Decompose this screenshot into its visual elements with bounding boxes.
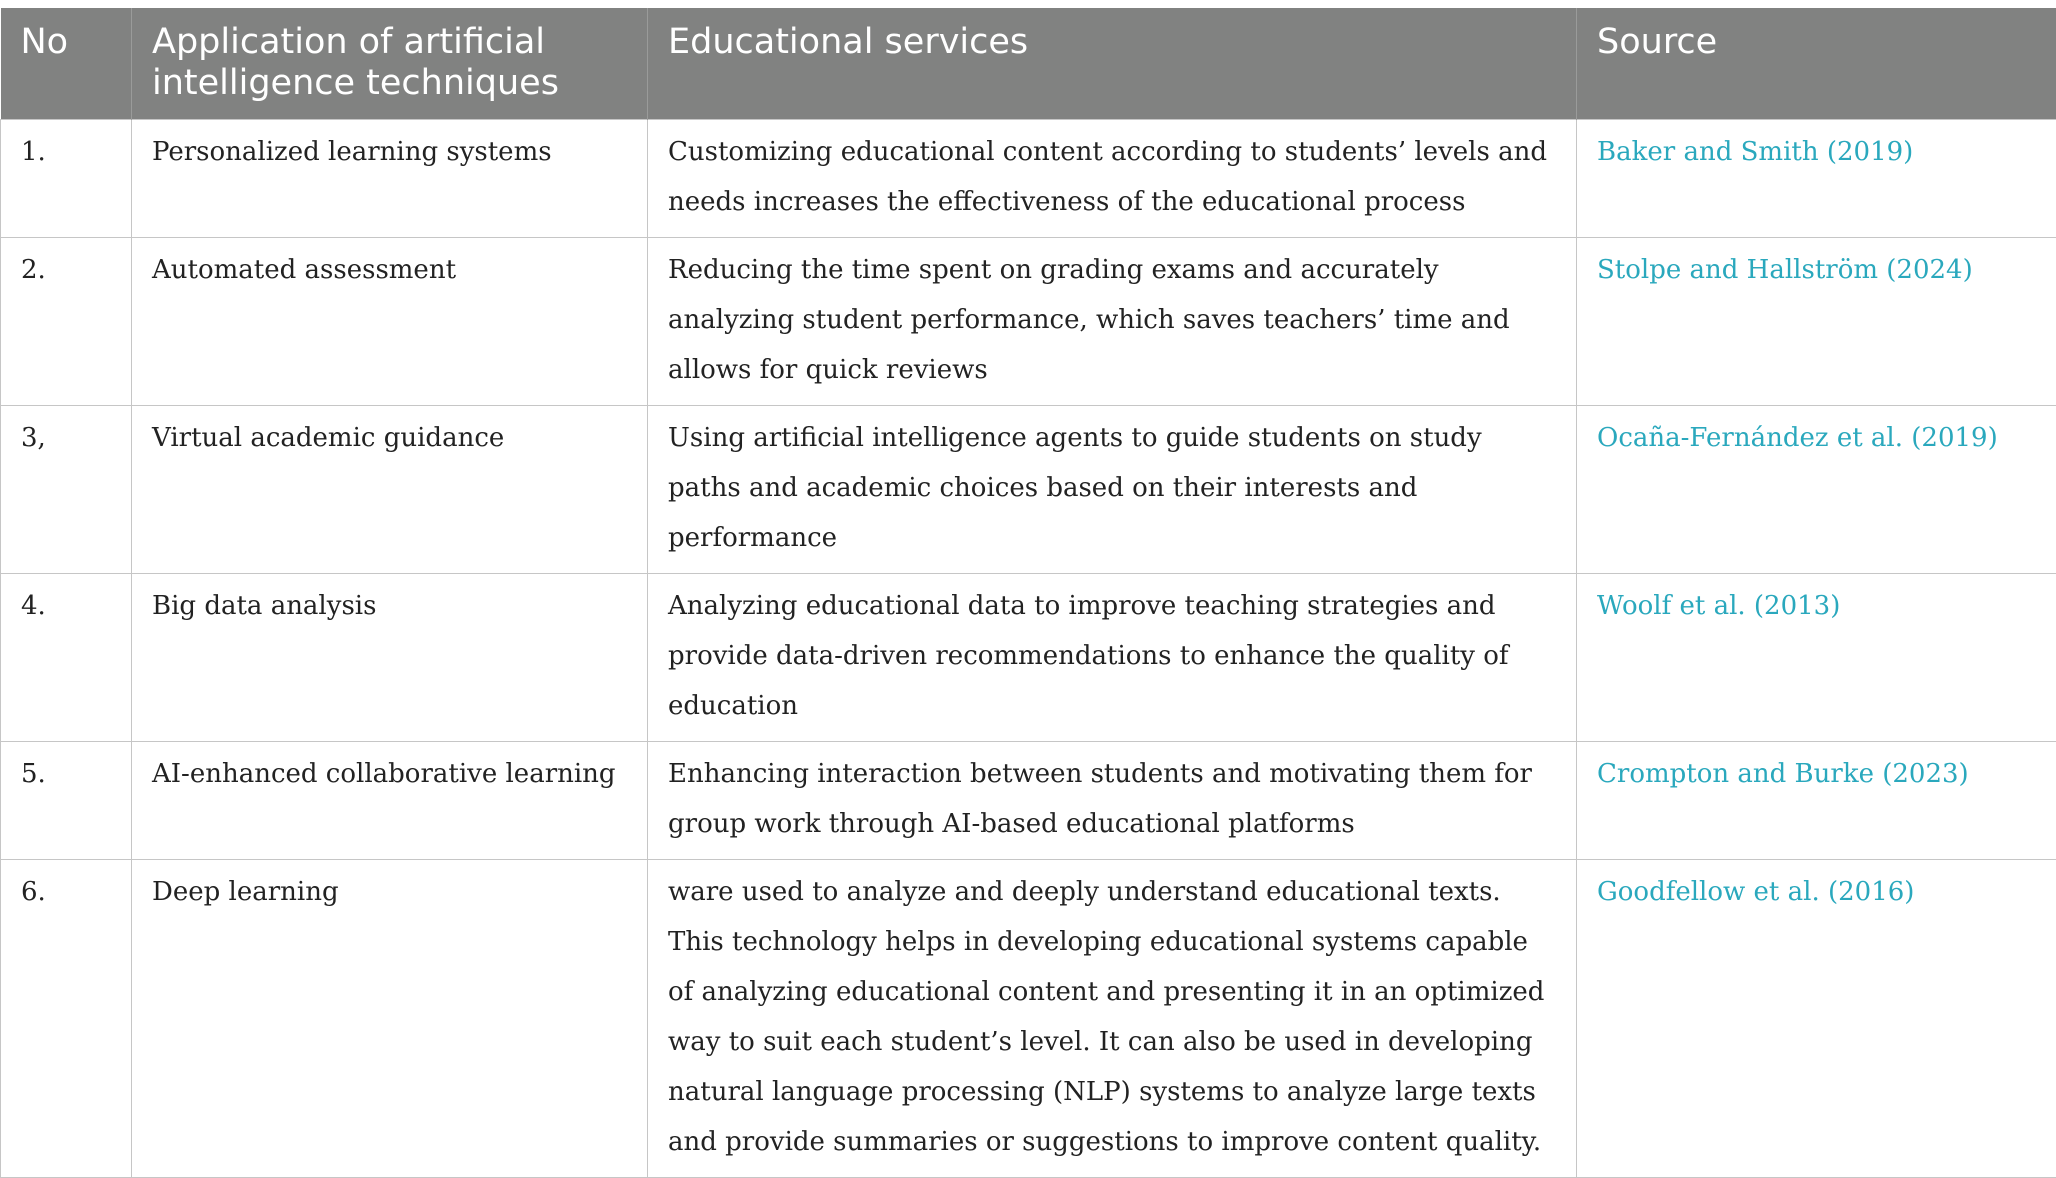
- cell-application: Personalized learning systems: [132, 119, 648, 237]
- cell-no: 3,: [1, 405, 132, 573]
- cell-application: Big data analysis: [132, 573, 648, 741]
- cell-application: Automated assessment: [132, 237, 648, 405]
- table-row: [1, 573, 2056, 741]
- header-no: No: [1, 8, 132, 119]
- table-row: [1, 859, 2056, 1177]
- table-row: [1, 405, 2056, 573]
- header-source: Source: [1577, 8, 2056, 119]
- source-link[interactable]: Stolpe and Hallström (2024): [1577, 237, 2056, 405]
- header-application: Application of artificial intelligence techniques: [132, 8, 648, 119]
- table-header: [1, 8, 2056, 119]
- source-link[interactable]: Crompton and Burke (2023): [1577, 741, 2056, 859]
- cell-services: Enhancing interaction between students and motivating them for group work through AI-based educational platforms: [648, 741, 1577, 859]
- header-services: Educational services: [648, 8, 1577, 119]
- table-row: [1, 237, 2056, 405]
- cell-services: Using artificial intelligence agents to guide students on study paths and academic choices based on their interests and performance: [648, 405, 1577, 573]
- table-body: [1, 119, 2056, 1177]
- ai-applications-table: [0, 8, 2056, 1178]
- table-row: [1, 119, 2056, 237]
- table-row: [1, 741, 2056, 859]
- cell-application: Virtual academic guidance: [132, 405, 648, 573]
- cell-services: ware used to analyze and deeply understand educational texts. This technology helps in developing educational systems capable of analyzing educational content and presenting it in an optimized way to suit each student’s level. It can also be used in developing natural language processing (NLP) systems to analyze large texts and provide summaries or suggestions to improve content quality.: [648, 859, 1577, 1177]
- cell-services: Reducing the time spent on grading exams and accurately analyzing student performance, which saves teachers’ time and allows for quick reviews: [648, 237, 1577, 405]
- cell-no: 4.: [1, 573, 132, 741]
- cell-application: AI-enhanced collaborative learning: [132, 741, 648, 859]
- cell-no: 6.: [1, 859, 132, 1177]
- cell-services: Customizing educational content according to students’ levels and needs increases the effectiveness of the educational process: [648, 119, 1577, 237]
- source-link[interactable]: Woolf et al. (2013): [1577, 573, 2056, 741]
- cell-application: Deep learning: [132, 859, 648, 1177]
- cell-no: 5.: [1, 741, 132, 859]
- header-row: [1, 8, 2056, 119]
- source-link[interactable]: Baker and Smith (2019): [1577, 119, 2056, 237]
- table-container: [0, 8, 2056, 1178]
- cell-no: 1.: [1, 119, 132, 237]
- cell-services: Analyzing educational data to improve teaching strategies and provide data-driven recommendations to enhance the quality of education: [648, 573, 1577, 741]
- cell-no: 2.: [1, 237, 132, 405]
- source-link[interactable]: Goodfellow et al. (2016): [1577, 859, 2056, 1177]
- source-link[interactable]: Ocaña-Fernández et al. (2019): [1577, 405, 2056, 573]
